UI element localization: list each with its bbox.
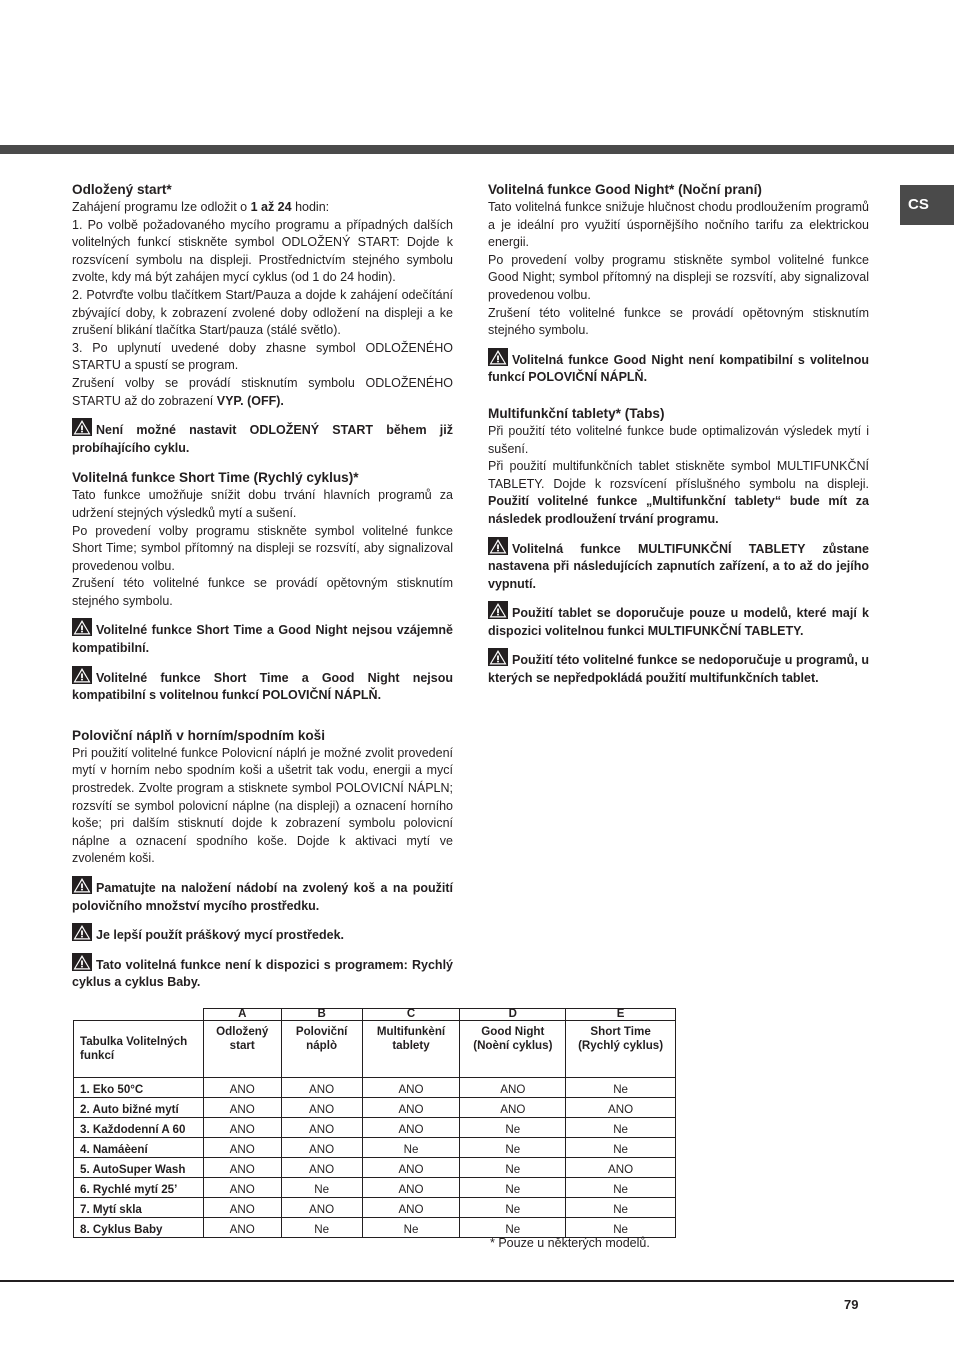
row-label: 6. Rychlé mytí 25’ — [74, 1178, 204, 1198]
language-tab: CS — [900, 185, 954, 225]
paragraph: Při použití multifunkčních tablet stiskněte symbol MULTIFUNKČNÍ TABLETY. Dojde k rozsvícení příslušného symbolu na displeji. Použití volitelné funkce „Multifunkční tablety“ bude mít za následek prodloužení trvání programu. — [488, 459, 869, 526]
section-title: Poloviční náplň v horním/spodním koši — [72, 727, 326, 743]
table-cell: Ne — [362, 1138, 460, 1158]
table-cell: ANO — [203, 1078, 281, 1098]
table-cell: ANO — [203, 1158, 281, 1178]
section-title: Volitelná funkce Good Night* (Noční praní) — [488, 182, 762, 197]
paragraph: Tato funkce umožňuje snížit dobu trvání hlavních programů za udržení stejných výsledků mytí a sušení. — [72, 488, 453, 520]
row-label: 8. Cyklus Baby — [74, 1218, 204, 1238]
paragraph: 3. Po uplynutí uvedené doby zhasne symbol ODLOŽENÉHO STARTU a spustí se program. — [72, 340, 453, 373]
table-cell: Ne — [566, 1218, 676, 1238]
table-corner-blank — [74, 1009, 204, 1021]
warning-icon — [72, 418, 92, 436]
table-cell: ANO — [203, 1218, 281, 1238]
table-row — [74, 1198, 676, 1218]
warning-note: Volitelná funkce MULTIFUNKČNÍ TABLETY zůstane nastavena při následujících zapnutích zařízení, a to až do jejího vypnutí. — [488, 537, 869, 594]
warning-note: Není možné nastavit ODLOŽENÝ START během již probíhajícího cyklu. — [72, 418, 453, 457]
column-letter: C — [362, 1009, 460, 1021]
table-corner-label: Tabulka Volitelných funkcí — [74, 1021, 204, 1078]
warning-note: Pamatujte na naložení nádobí na zvolený koš a na použití polovičního množství mycího prostředku. — [72, 876, 453, 915]
table-cell: ANO — [203, 1178, 281, 1198]
table-cell: Ne — [460, 1178, 566, 1198]
table-cell: ANO — [281, 1138, 362, 1158]
warning-icon — [488, 601, 508, 619]
table-row — [74, 1138, 676, 1158]
table-cell: Ne — [460, 1198, 566, 1218]
table-cell: ANO — [460, 1098, 566, 1118]
section-title: Odložený start* — [72, 182, 172, 197]
section-short-time — [72, 469, 453, 705]
table-cell: ANO — [281, 1078, 362, 1098]
table-letter-row — [74, 1009, 676, 1021]
table-cell: ANO — [566, 1098, 676, 1118]
paragraph: Zrušení této volitelné funkce se provádí opětovným stisknutím stejného symbolu. — [488, 305, 869, 338]
warning-note: Je lepší použít práškový mycí prostředek. — [72, 923, 453, 945]
paragraph: Tato volitelná funkce snižuje hlučnost chodu prodloužením programů a je ideální pro využití úspornějšího nočního tarifu za elektrickou energii. — [488, 200, 869, 250]
warning-note: Použití tablet se doporučuje pouze u modelů, které mají k dispozici volitelnou funkci MULTIFUNKČNÍ TABLETY. — [488, 601, 869, 640]
warning-icon — [72, 666, 92, 684]
column-header: Poloviční náplò — [281, 1021, 362, 1078]
table-cell: Ne — [460, 1118, 566, 1138]
paragraph: 1. Po volbě požadovaného mycího programu a případných dalších volitelných funkcí stiskněte symbol ODLOŽENÝ START: Dojde k rozsvícení symbolu na displeji. Prostřednictvím stejného symbolu zvolte, kdy má být zahájen mycí cyklus (od 1 do 24 hodin). — [72, 217, 453, 285]
table-cell: ANO — [281, 1158, 362, 1178]
section-delayed-start — [72, 181, 453, 457]
table-cell: Ne — [566, 1138, 676, 1158]
paragraph: Po provedení volby programu stiskněte symbol volitelné funkce Short Time; symbol přítomný na displeji se rozsvítí, aby signalizoval provedenou volbu. — [72, 523, 453, 573]
left-column — [72, 181, 453, 1004]
column-header: Good Night (Noèní cyklus) — [460, 1021, 566, 1078]
table-row — [74, 1078, 676, 1098]
paragraph: Při použití této volitelné funkce bude optimalizován výsledek mytí i sušení. — [488, 423, 869, 456]
row-label: 5. AutoSuper Wash — [74, 1158, 204, 1178]
table-cell: ANO — [203, 1198, 281, 1218]
table-row — [74, 1218, 676, 1238]
table-cell: Ne — [566, 1198, 676, 1218]
table-cell: Ne — [460, 1138, 566, 1158]
column-header: Short Time (Rychlý cyklus) — [566, 1021, 676, 1078]
table-cell: ANO — [281, 1198, 362, 1218]
row-label: 2. Auto bižné mytí — [74, 1098, 204, 1118]
column-letter: D — [460, 1009, 566, 1021]
section-title: Volitelná funkce Short Time (Rychlý cyklus)* — [72, 470, 359, 486]
options-table — [73, 1008, 676, 1238]
column-letter: B — [281, 1009, 362, 1021]
footer-rule — [0, 1280, 954, 1282]
right-column — [488, 181, 869, 700]
table-cell: ANO — [362, 1078, 460, 1098]
row-label: 7. Mytí skla — [74, 1198, 204, 1218]
section-multi-tabs — [488, 405, 869, 688]
warning-note: Volitelná funkce Good Night není kompatibilní s volitelnou funkcí POLOVIČNÍ NÁPLŇ. — [488, 348, 869, 387]
warning-icon — [72, 923, 92, 941]
table-cell: ANO — [203, 1098, 281, 1118]
page-number: 79 — [844, 1297, 859, 1312]
paragraph: Zrušení této volitelné funkce se provádí opětovným stisknutím stejného symbolu. — [72, 576, 453, 608]
warning-note: Použití této volitelné funkce se nedoporučuje u programů, u kterých se nepředpokládá použití multifunkčních tablet. — [488, 648, 869, 687]
warning-note: Tato volitelná funkce není k dispozici s programem: Rychlý cyklus a cyklus Baby. — [72, 953, 453, 992]
paragraph: Zahájení programu lze odložit o 1 až 24 hodin: — [72, 200, 330, 214]
warning-note: Volitelné funkce Short Time a Good Night nejsou vzájemně kompatibilní. — [72, 618, 453, 657]
table-cell: ANO — [203, 1138, 281, 1158]
row-label: 1. Eko 50°C — [74, 1078, 204, 1098]
section-good-night — [488, 181, 869, 387]
table-cell: ANO — [362, 1098, 460, 1118]
header-bar — [0, 145, 954, 154]
table-cell: ANO — [362, 1198, 460, 1218]
section-half-load — [72, 727, 453, 992]
paragraph: 2. Potvrďte volbu tlačítkem Start/Pauza a dojde k zahájení odečítání zbývající doby, k zobrazení zvolené doby odložení na displeji a ke zrušení blikání tlačítka Start/pauza (stálé světlo). — [72, 287, 453, 338]
table-cell: ANO — [203, 1118, 281, 1138]
section-title: Multifunkční tablety* (Tabs) — [488, 405, 665, 421]
warning-icon — [72, 618, 92, 636]
column-header: Odložený start — [203, 1021, 281, 1078]
warning-icon — [488, 348, 508, 366]
table-cell: Ne — [566, 1178, 676, 1198]
table-cell: Ne — [362, 1218, 460, 1238]
table-cell: Ne — [281, 1218, 362, 1238]
table-cell: Ne — [281, 1178, 362, 1198]
column-header: Multifunkèní tablety — [362, 1021, 460, 1078]
table-row — [74, 1158, 676, 1178]
footnote: * Pouze u některých modelů. — [490, 1236, 650, 1250]
table-cell: ANO — [460, 1078, 566, 1098]
warning-note: Volitelné funkce Short Time a Good Night nejsou kompatibilní s volitelnou funkcí POLOVIČNÍ NÁPLŇ. — [72, 666, 453, 705]
warning-icon — [488, 648, 508, 666]
table-cell: Ne — [460, 1158, 566, 1178]
paragraph: Zrušení volby se provádí stisknutím symbolu ODLOŽENÉHO STARTU až do zobrazení VYP. (OFF). — [72, 375, 453, 408]
table-row — [74, 1178, 676, 1198]
warning-icon — [72, 876, 92, 894]
warning-icon — [72, 953, 92, 971]
table-cell: ANO — [566, 1158, 676, 1178]
table-cell: ANO — [362, 1118, 460, 1138]
table-cell: ANO — [281, 1098, 362, 1118]
paragraph: Po provedení volby programu stiskněte symbol volitelné funkce Good Night; symbol přítomný na displeji se rozsvítí, aby signalizoval provedenou volbu. — [488, 252, 869, 302]
table-row — [74, 1118, 676, 1138]
row-label: 3. Každodenní A 60 — [74, 1118, 204, 1138]
row-label: 4. Namáèení — [74, 1138, 204, 1158]
table-cell: Ne — [566, 1078, 676, 1098]
column-letter: A — [203, 1009, 281, 1021]
table-cell: Ne — [460, 1218, 566, 1238]
table-row — [74, 1098, 676, 1118]
table-cell: Ne — [566, 1118, 676, 1138]
table-cell: ANO — [362, 1178, 460, 1198]
table-header-row — [74, 1021, 676, 1078]
table-cell: ANO — [281, 1118, 362, 1138]
paragraph: Pri použití volitelné funkce Polovicní náplń je možné zvolit provedení mytí v horním nebo spodním koši a ušetrit tak vodu, energii a mycí prostredek. Zvolte program a stisknete symbol POLOVICNÍ NÁPLN; rozsvítí se symbol polovicní náplne (na displeji) a oznacení horního koše; pri dalším stisknutí dojde k zobrazení symbolu polovicní náplne a oznacení spodního koše. Dojde k aktivaci mytí ve zvoleném koši. — [72, 745, 453, 866]
table-cell: ANO — [362, 1158, 460, 1178]
warning-icon — [488, 537, 508, 555]
column-letter: E — [566, 1009, 676, 1021]
